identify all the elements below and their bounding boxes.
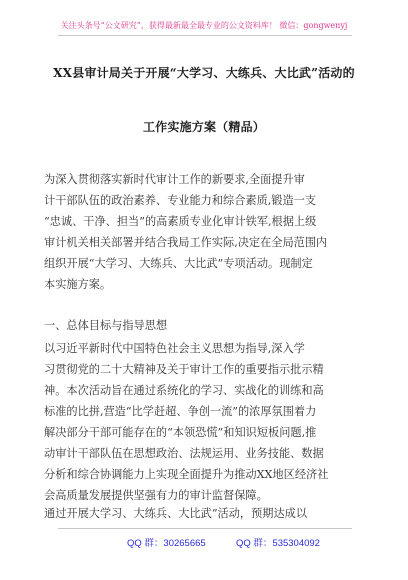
paragraph-line: 本实施方案。 <box>44 278 112 291</box>
document-title-line-1: XX县审计局关于开展“大学习、大练兵、大比武”活动的 <box>53 66 355 80</box>
expectations-paragraph <box>44 503 364 524</box>
paragraph-line: 审计机关相关部署并结合我局工作实际,决定在全局范围内 <box>44 236 328 249</box>
goals-paragraph <box>44 338 364 506</box>
paragraph-line: 神。本次活动旨在通过系统化的学习、实战化的训练和高 <box>44 384 324 397</box>
section-heading-1 <box>44 315 364 336</box>
paragraph-line: 为深入贯彻落实新时代审计工作的新要求,全面提升审 <box>44 173 305 186</box>
paragraph-line: 以习近平新时代中国特色社会主义思想为指导,深入学 <box>44 342 305 355</box>
paragraph-line: 习贯彻党的二十大精神及关于审计工作的重要指示批示精 <box>44 363 324 376</box>
paragraph-line: 标准的比拼,营造“比学赶超、争创一流”的浓厚氛围着力 <box>44 405 317 418</box>
footer <box>0 537 408 551</box>
document-title-line-2: 工作实施方案（精品） <box>142 120 265 134</box>
header-banner: 关注头条号“公文研究”，获得最新最全最专业的公文资料库！ 微信：gongwenyj <box>60 21 348 30</box>
paragraph-line: 会高质量发展提供坚强有力的审计监督保障。 <box>44 489 268 502</box>
intro-paragraph <box>44 169 364 295</box>
paragraph-line: 计干部队伍的政治素养、专业能力和综合素质,锻造一支 <box>44 194 317 207</box>
qq-group-1: QQ 群：30265665 <box>127 538 206 549</box>
paragraph-line: “忠诚、干净、担当”的高素质专业化审计铁军,根据上级 <box>44 215 317 228</box>
section-heading-text: 一、总体目标与指导思想 <box>44 319 168 332</box>
qq-group-2: QQ 群：535304092 <box>236 538 320 549</box>
header-divider <box>58 35 352 36</box>
paragraph-line: 通过开展大学习、大练兵、大比武”活动，预期达成以 <box>44 507 308 520</box>
paragraph-line: 解决部分干部可能存在的“本领恐慌”和知识短板问题,推 <box>44 426 317 439</box>
paragraph-line: 分析和综合协调能力上实现全面提升为推动XX地区经济社 <box>44 468 329 481</box>
footer-divider <box>58 528 352 529</box>
paragraph-line: 组织开展“大学习、大练兵、大比武”专项活动。现制定 <box>44 257 313 270</box>
paragraph-line: 动审计干部队伍在思想政治、法规运用、业务技能、数据 <box>44 447 324 460</box>
